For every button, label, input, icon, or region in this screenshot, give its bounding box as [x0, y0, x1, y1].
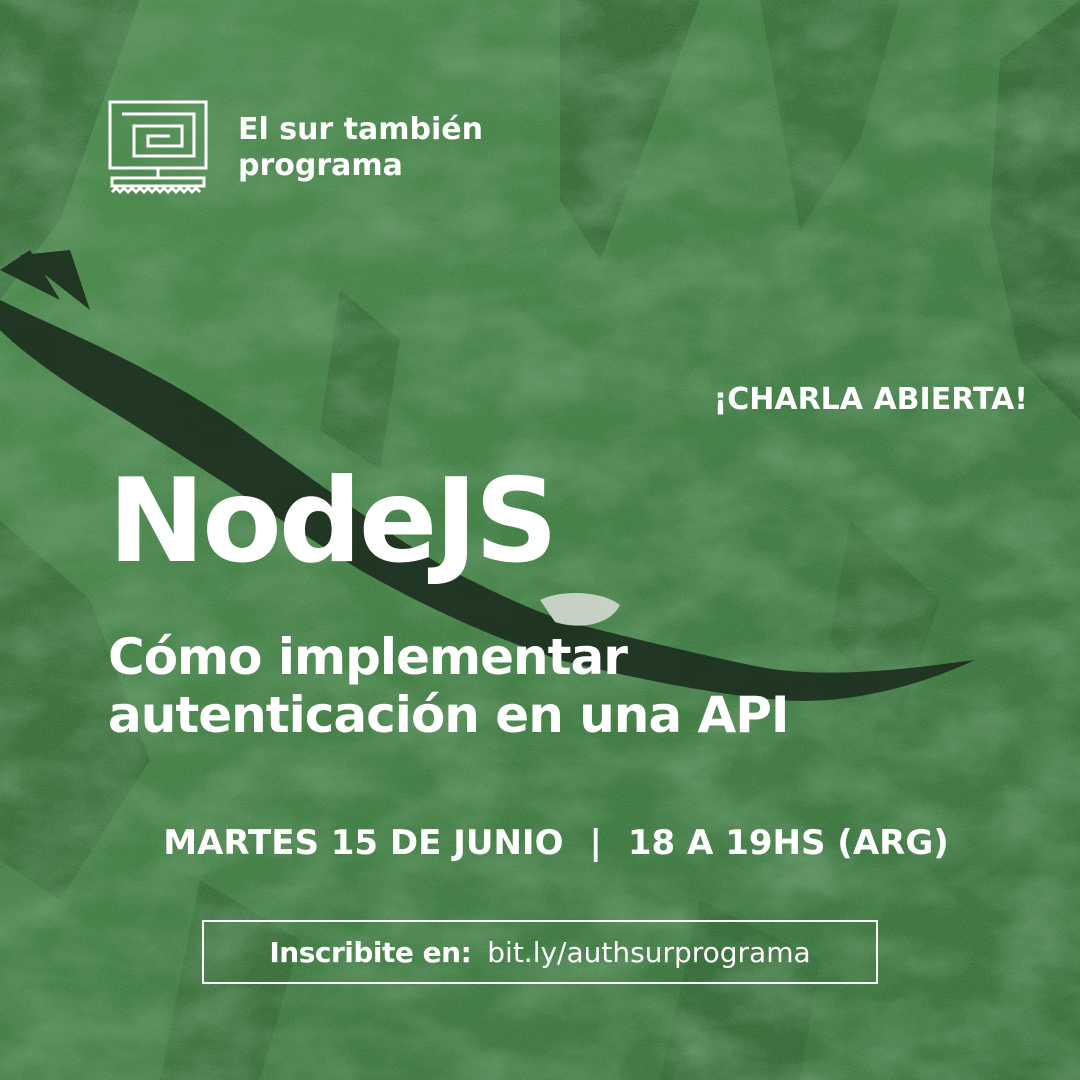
open-talk-kicker: ¡CHARLA ABIERTA!: [713, 382, 1028, 417]
signup-label: Inscribite en:: [269, 935, 472, 969]
computer-spiral-logo-icon: [108, 100, 218, 196]
event-date: MARTES 15 DE JUNIO: [163, 823, 564, 863]
brand-name: [238, 112, 558, 184]
event-date-time: [0, 818, 1080, 868]
event-subtitle-line2: autenticación en una API: [108, 686, 789, 744]
brand-name-line1: El sur también: [238, 112, 483, 147]
signup-link[interactable]: bit.ly/authsurprograma: [487, 935, 811, 969]
event-title: NodeJS: [108, 454, 556, 589]
signup-box: [202, 920, 878, 984]
event-time: 18 A 19HS (ARG): [627, 823, 949, 863]
event-subtitle-line1: Cómo implementar: [108, 628, 627, 686]
event-subtitle: [108, 628, 1038, 744]
brand-name-line2: programa: [238, 148, 403, 183]
event-separator: |: [589, 823, 602, 863]
